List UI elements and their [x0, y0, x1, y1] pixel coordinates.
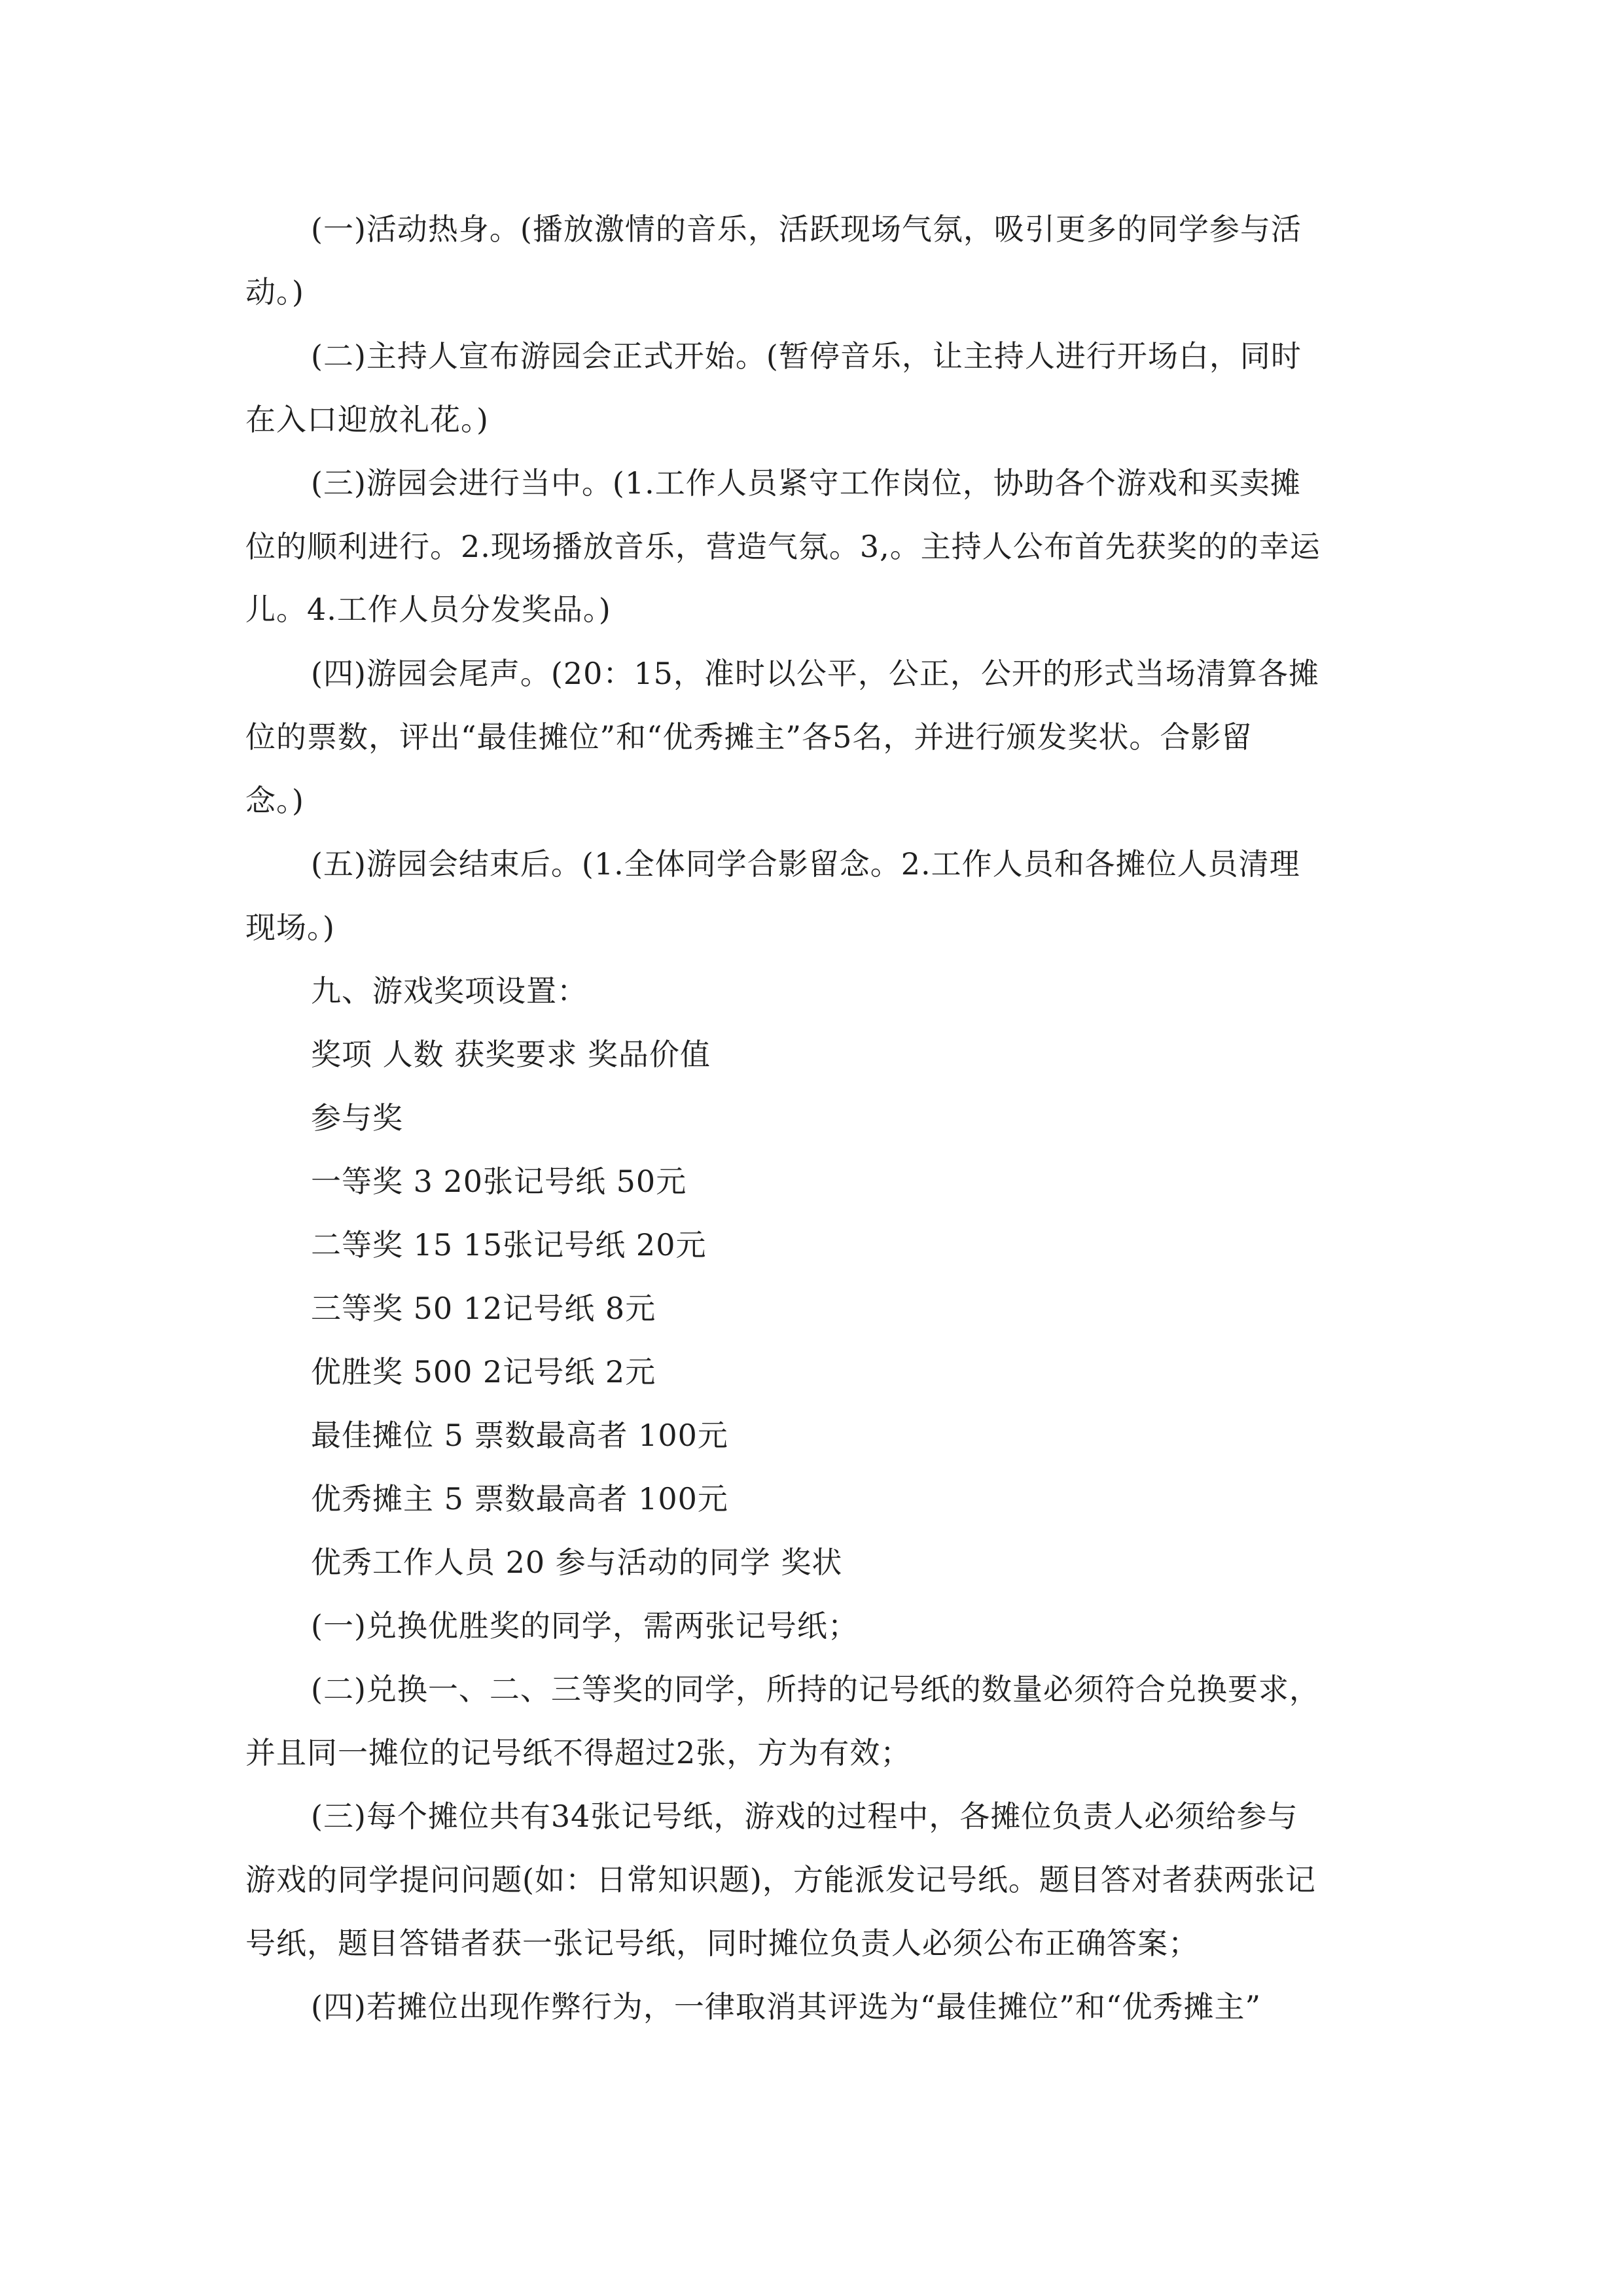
paragraph-line: (五)游园会结束后。(1.全体同学合影留念。2.工作人员和各摊位人员清理 [311, 846, 1300, 882]
paragraph-line: (四)游园会尾声。(20：15，准时以公平，公正，公开的形式当场清算各摊 [311, 656, 1319, 691]
paragraph-line: (一)活动热身。(播放激情的音乐，活跃现场气氛，吸引更多的同学参与活 [311, 211, 1302, 247]
paragraph-line: (二)主持人宣布游园会正式开始。(暂停音乐，让主持人进行开场白，同时 [311, 338, 1302, 374]
paragraph-line: 位的票数，评出“最佳摊位”和“优秀摊主”各5名，并进行颁发奖状。合影留 [245, 719, 1253, 755]
paragraph-line: 现场。) [245, 910, 335, 945]
paragraph-line: 儿。4.工作人员分发奖品。) [245, 592, 611, 627]
paragraph-line: 动。) [245, 274, 304, 310]
paragraph-line: 并且同一摊位的记号纸不得超过2张，方为有效； [245, 1735, 912, 1770]
section-heading: 九、游戏奖项设置： [311, 973, 588, 1009]
paragraph-line: (四)若摊位出现作弊行为，一律取消其评选为“最佳摊位”和“优秀摊主” [311, 1989, 1261, 2024]
paragraph-line: (一)兑换优胜奖的同学，需两张记号纸； [311, 1608, 859, 1643]
paragraph-line: 游戏的同学提问问题(如：日常知识题)，方能派发记号纸。题目答对者获两张记 [245, 1862, 1316, 1897]
table-header-line: 奖项 人数 获奖要求 奖品价值 [311, 1037, 711, 1072]
table-row-line: 优秀工作人员 20 参与活动的同学 奖状 [311, 1545, 843, 1580]
paragraph-line: 号纸，题目答错者获一张记号纸，同时摊位负责人必须公布正确答案； [245, 1926, 1199, 1961]
paragraph-line: 位的顺利进行。2.现场播放音乐，营造气氛。3,。主持人公布首先获奖的的幸运 [245, 529, 1321, 564]
table-row-line: 优胜奖 500 2记号纸 2元 [311, 1354, 656, 1390]
table-row-line: 二等奖 15 15张记号纸 20元 [311, 1227, 707, 1263]
table-row-line: 三等奖 50 12记号纸 8元 [311, 1291, 656, 1326]
table-row-line: 参与奖 [311, 1100, 403, 1136]
paragraph-line: (二)兑换一、二、三等奖的同学，所持的记号纸的数量必须符合兑换要求， [311, 1672, 1320, 1707]
table-row-line: 一等奖 3 20张记号纸 50元 [311, 1164, 687, 1199]
table-row-line: 最佳摊位 5 票数最高者 100元 [311, 1418, 728, 1453]
paragraph-line: 念。) [245, 783, 304, 818]
paragraph-line: 在入口迎放礼花。) [245, 402, 489, 437]
paragraph-line: (三)每个摊位共有34张记号纸，游戏的过程中，各摊位负责人必须给参与 [311, 1799, 1298, 1834]
paragraph-line: (三)游园会进行当中。(1.工作人员紧守工作岗位，协助各个游戏和买卖摊 [311, 465, 1301, 501]
table-row-line: 优秀摊主 5 票数最高者 100元 [311, 1481, 728, 1516]
